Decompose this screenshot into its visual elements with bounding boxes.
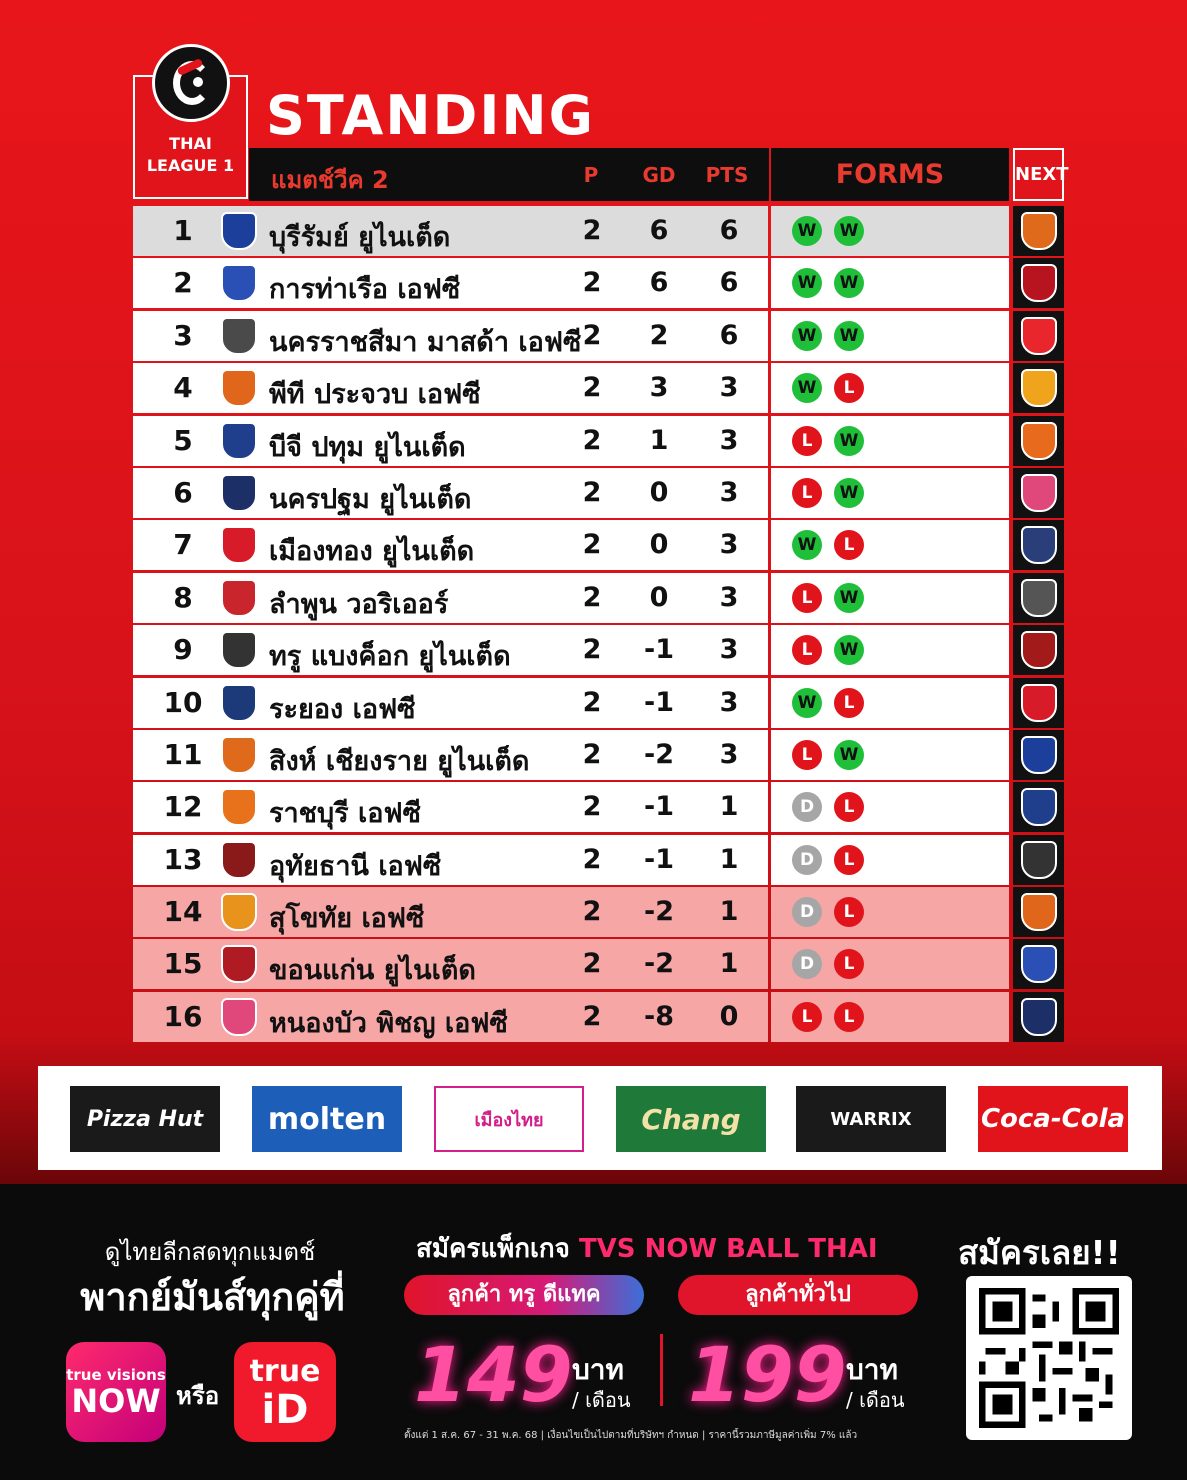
form-badge: W (792, 268, 822, 298)
price-divider (660, 1334, 663, 1406)
col-header-p: P (583, 163, 599, 187)
position: 10 (163, 685, 203, 719)
points: 3 (719, 581, 739, 613)
next-opponent-row (1013, 939, 1064, 989)
sponsor-cocacola-logo: Coca-Cola (978, 1086, 1128, 1152)
form-row (771, 311, 1009, 361)
points: 6 (719, 215, 739, 246)
played: 2 (582, 948, 602, 980)
form-row (771, 887, 1009, 937)
team-crest-icon (221, 893, 257, 931)
standings-table (133, 206, 768, 1044)
form-badge: L (834, 845, 864, 875)
points: 3 (719, 738, 739, 770)
played: 2 (582, 581, 602, 613)
played: 2 (582, 319, 602, 351)
table-row (133, 573, 768, 623)
table-row (133, 206, 768, 256)
next-opponent-crest-icon (1021, 474, 1057, 512)
price2-period: / เดือน (846, 1388, 905, 1412)
price1-period: / เดือน (572, 1388, 631, 1412)
form-badge: W (834, 478, 864, 508)
price2-unit: บาท (846, 1353, 898, 1386)
next-opponent-row (1013, 520, 1064, 570)
form-badge: W (792, 373, 822, 403)
form-row (771, 625, 1009, 675)
position: 11 (163, 737, 203, 771)
sponsor-pizzahut-logo: Pizza Hut (70, 1086, 220, 1152)
played: 2 (582, 1000, 602, 1032)
col-header-forms: FORMS (769, 148, 1009, 201)
app2-bottom-label: iD (261, 1387, 309, 1433)
position: 4 (173, 371, 193, 405)
points: 3 (719, 372, 739, 404)
team-crest-icon (221, 788, 257, 826)
points: 3 (719, 529, 739, 561)
team-name: พีที ประจวบ เอฟซี (269, 379, 481, 411)
team-name: นครราชสีมา มาสด้า เอฟซี (269, 326, 582, 358)
fine-print: ตั้งแต่ 1 ส.ค. 67 - 31 พ.ค. 68 | เงื่อนไขเป็นไปตามที่บริษัทฯ กำหนด | ราคานี้รวมภาษีมูลค่าเพิ่ม 7% แล้ว (404, 1430, 858, 1441)
form-row (771, 678, 1009, 728)
goal-difference: 1 (649, 424, 669, 456)
form-badge: W (834, 321, 864, 351)
form-row (771, 258, 1009, 308)
table-row (133, 416, 768, 466)
goal-difference: -8 (644, 1000, 674, 1032)
truevisions-now-app-icon[interactable] (66, 1342, 166, 1442)
form-row (771, 782, 1009, 832)
played: 2 (582, 738, 602, 770)
form-row (771, 520, 1009, 570)
goal-difference: 2 (649, 319, 669, 351)
form-row (771, 573, 1009, 623)
form-badge: W (834, 740, 864, 770)
goal-difference: 0 (649, 476, 669, 508)
price-general: 199 (688, 1330, 847, 1419)
next-opponent-row (1013, 573, 1064, 623)
matchweek-label: แมตช์วีค 2 (271, 166, 389, 194)
team-crest-icon (221, 998, 257, 1036)
played: 2 (582, 267, 602, 299)
true-dtac-customer-button[interactable]: ลูกค้า ทรู ดีแทค (404, 1275, 644, 1315)
team-crest-icon (221, 317, 257, 355)
next-opponent-row (1013, 782, 1064, 832)
goal-difference: 3 (649, 372, 669, 404)
next-opponent-crest-icon (1021, 893, 1057, 931)
team-crest-icon (221, 526, 257, 564)
form-badge: W (792, 530, 822, 560)
position: 14 (163, 895, 203, 929)
next-opponent-row (1013, 625, 1064, 675)
goal-difference: -2 (644, 738, 674, 770)
col-header-gd: GD (642, 163, 676, 187)
app1-top-label: true visions (66, 1366, 166, 1384)
form-row (771, 468, 1009, 518)
qr-code-icon (978, 1288, 1120, 1428)
team-name: ทรู แบงค็อก ยูไนเต็ด (269, 641, 511, 673)
goal-difference: -1 (644, 634, 674, 666)
team-crest-icon (221, 474, 257, 512)
or-label: หรือ (176, 1382, 220, 1410)
position: 3 (173, 318, 193, 352)
forms-column (771, 206, 1009, 1044)
team-name: อุทัยธานี เอฟซี (269, 850, 442, 882)
form-row (771, 939, 1009, 989)
next-opponent-crest-icon (1021, 736, 1057, 774)
played: 2 (582, 791, 602, 823)
next-opponent-crest-icon (1021, 841, 1057, 879)
points: 1 (719, 843, 739, 875)
team-crest-icon (221, 945, 257, 983)
form-row (771, 206, 1009, 256)
next-opponent-row (1013, 730, 1064, 780)
form-badge: L (834, 530, 864, 560)
team-crest-icon (221, 369, 257, 407)
played: 2 (582, 372, 602, 404)
league-name (133, 133, 248, 177)
position: 7 (173, 528, 193, 562)
position: 2 (173, 266, 193, 300)
next-opponent-crest-icon (1021, 264, 1057, 302)
table-row (133, 520, 768, 570)
table-row (133, 939, 768, 989)
sponsor-muangthai-logo: เมืองไทย (434, 1086, 584, 1152)
table-row (133, 730, 768, 780)
form-badge: D (792, 792, 822, 822)
trueid-app-icon[interactable] (234, 1342, 336, 1442)
table-row (133, 782, 768, 832)
table-row (133, 835, 768, 885)
price-true-dtac: 149 (414, 1330, 573, 1419)
played: 2 (582, 215, 602, 246)
sponsor-bar (38, 1066, 1162, 1170)
form-badge: L (792, 740, 822, 770)
price1-unit: บาท (572, 1353, 624, 1386)
team-name: นครปฐม ยูไนเต็ด (269, 483, 472, 515)
form-row (771, 992, 1009, 1042)
next-opponent-row (1013, 992, 1064, 1042)
next-opponent-row (1013, 887, 1064, 937)
promo-subheadline: พากย์มันส์ทุกคู่ที่ (80, 1275, 345, 1319)
table-row (133, 887, 768, 937)
form-badge: L (792, 478, 822, 508)
team-crest-icon (221, 264, 257, 302)
points: 3 (719, 686, 739, 718)
sponsor-warrix-logo: WARRIX (796, 1086, 946, 1152)
form-badge: L (792, 583, 822, 613)
next-opponent-crest-icon (1021, 945, 1057, 983)
form-badge: W (834, 426, 864, 456)
position: 5 (173, 423, 193, 457)
played: 2 (582, 686, 602, 718)
page-title: STANDING (266, 84, 595, 147)
form-badge: W (792, 321, 822, 351)
points: 1 (719, 791, 739, 823)
next-opponent-crest-icon (1021, 526, 1057, 564)
form-badge: W (834, 583, 864, 613)
form-badge: W (834, 635, 864, 665)
team-name: การท่าเรือ เอฟซี (269, 274, 461, 306)
next-opponent-row (1013, 258, 1064, 308)
qr-code[interactable] (966, 1276, 1132, 1440)
played: 2 (582, 424, 602, 456)
col-header-pts: PTS (705, 163, 749, 187)
next-opponent-row (1013, 416, 1064, 466)
next-opponent-column (1013, 206, 1064, 1044)
form-badge: W (792, 688, 822, 718)
form-badge: L (834, 1002, 864, 1032)
form-badge: L (834, 897, 864, 927)
team-name: บีจี ปทุม ยูไนเต็ด (269, 431, 466, 463)
next-opponent-row (1013, 206, 1064, 256)
form-badge: L (792, 1002, 822, 1032)
form-badge: L (792, 426, 822, 456)
team-crest-icon (221, 631, 257, 669)
form-row (771, 363, 1009, 413)
sponsor-chang-logo: Chang (616, 1086, 766, 1152)
next-opponent-row (1013, 678, 1064, 728)
package-name: TVS NOW BALL THAI (578, 1234, 878, 1264)
team-crest-icon (221, 841, 257, 879)
position: 13 (163, 842, 203, 876)
package-prefix: สมัครแพ็กเกจ (416, 1234, 570, 1264)
played: 2 (582, 529, 602, 561)
points: 1 (719, 948, 739, 980)
goal-difference: 6 (649, 267, 669, 299)
next-opponent-crest-icon (1021, 631, 1057, 669)
next-opponent-crest-icon (1021, 422, 1057, 460)
next-opponent-crest-icon (1021, 369, 1057, 407)
subscribe-cta: สมัครเลย!! (958, 1233, 1121, 1272)
form-badge: D (792, 949, 822, 979)
points: 3 (719, 634, 739, 666)
goal-difference: 0 (649, 581, 669, 613)
team-name: สุโขทัย เอฟซี (269, 903, 425, 935)
next-opponent-row (1013, 468, 1064, 518)
form-badge: D (792, 845, 822, 875)
next-opponent-crest-icon (1021, 579, 1057, 617)
played: 2 (582, 476, 602, 508)
goal-difference: -1 (644, 791, 674, 823)
team-name: เมืองทอง ยูไนเต็ด (269, 536, 475, 568)
team-name: ลำพูน วอริเออร์ (269, 588, 449, 620)
form-row (771, 730, 1009, 780)
form-row (771, 416, 1009, 466)
form-row (771, 835, 1009, 885)
next-opponent-crest-icon (1021, 788, 1057, 826)
team-name: บุรีรัมย์ ยูไนเต็ด (269, 222, 451, 253)
team-crest-icon (221, 212, 257, 250)
goal-difference: -2 (644, 896, 674, 928)
points: 3 (719, 476, 739, 508)
form-badge: D (792, 897, 822, 927)
position: 1 (173, 214, 193, 247)
team-name: ราชบุรี เอฟซี (269, 798, 421, 830)
played: 2 (582, 843, 602, 875)
form-badge: L (834, 688, 864, 718)
league-name-line1: THAI (169, 134, 212, 153)
table-header (249, 148, 1009, 201)
played: 2 (582, 634, 602, 666)
position: 8 (173, 580, 193, 614)
promo-headline: ดูไทยลีกสดทุกแมตช์ (104, 1238, 316, 1266)
points: 6 (719, 319, 739, 351)
form-badge: W (834, 216, 864, 246)
form-badge: L (834, 949, 864, 979)
form-badge: L (792, 635, 822, 665)
next-opponent-crest-icon (1021, 212, 1057, 250)
table-row (133, 311, 768, 361)
form-badge: W (792, 216, 822, 246)
next-opponent-row (1013, 835, 1064, 885)
position: 12 (163, 790, 203, 824)
next-opponent-row (1013, 311, 1064, 361)
table-row (133, 625, 768, 675)
thai-league-logo-icon (152, 44, 230, 122)
table-row (133, 992, 768, 1042)
goal-difference: -1 (644, 686, 674, 718)
table-row (133, 678, 768, 728)
team-crest-icon (221, 422, 257, 460)
goal-difference: 6 (649, 215, 669, 246)
played: 2 (582, 896, 602, 928)
next-opponent-crest-icon (1021, 998, 1057, 1036)
points: 1 (719, 896, 739, 928)
col-header-next: NEXT (1013, 148, 1064, 201)
position: 16 (163, 999, 203, 1033)
app1-bottom-label: NOW (71, 1382, 161, 1420)
team-name: สิงห์ เชียงราย ยูไนเต็ด (269, 745, 530, 777)
team-crest-icon (221, 684, 257, 722)
app2-top-label: true (249, 1354, 321, 1389)
team-crest-icon (221, 579, 257, 617)
next-opponent-row (1013, 363, 1064, 413)
sponsor-molten-logo: molten (252, 1086, 402, 1152)
table-row (133, 363, 768, 413)
points: 6 (719, 267, 739, 299)
points: 3 (719, 424, 739, 456)
team-name: ระยอง เอฟซี (269, 693, 416, 725)
goal-difference: 0 (649, 529, 669, 561)
team-name: หนองบัว พิชญ เอฟซี (269, 1007, 508, 1039)
goal-difference: -1 (644, 843, 674, 875)
team-name: ขอนแก่น ยูไนเต็ด (269, 955, 476, 987)
goal-difference: -2 (644, 948, 674, 980)
package-title (416, 1228, 878, 1269)
table-row (133, 258, 768, 308)
next-opponent-crest-icon (1021, 684, 1057, 722)
position: 9 (173, 633, 193, 667)
next-opponent-crest-icon (1021, 317, 1057, 355)
form-badge: L (834, 792, 864, 822)
team-crest-icon (221, 736, 257, 774)
league-name-line2: LEAGUE 1 (146, 156, 235, 175)
position: 6 (173, 475, 193, 509)
form-badge: W (834, 268, 864, 298)
table-row (133, 468, 768, 518)
form-badge: L (834, 373, 864, 403)
points: 0 (719, 1000, 739, 1032)
position: 15 (163, 947, 203, 981)
general-customer-button[interactable]: ลูกค้าทั่วไป (678, 1275, 918, 1315)
